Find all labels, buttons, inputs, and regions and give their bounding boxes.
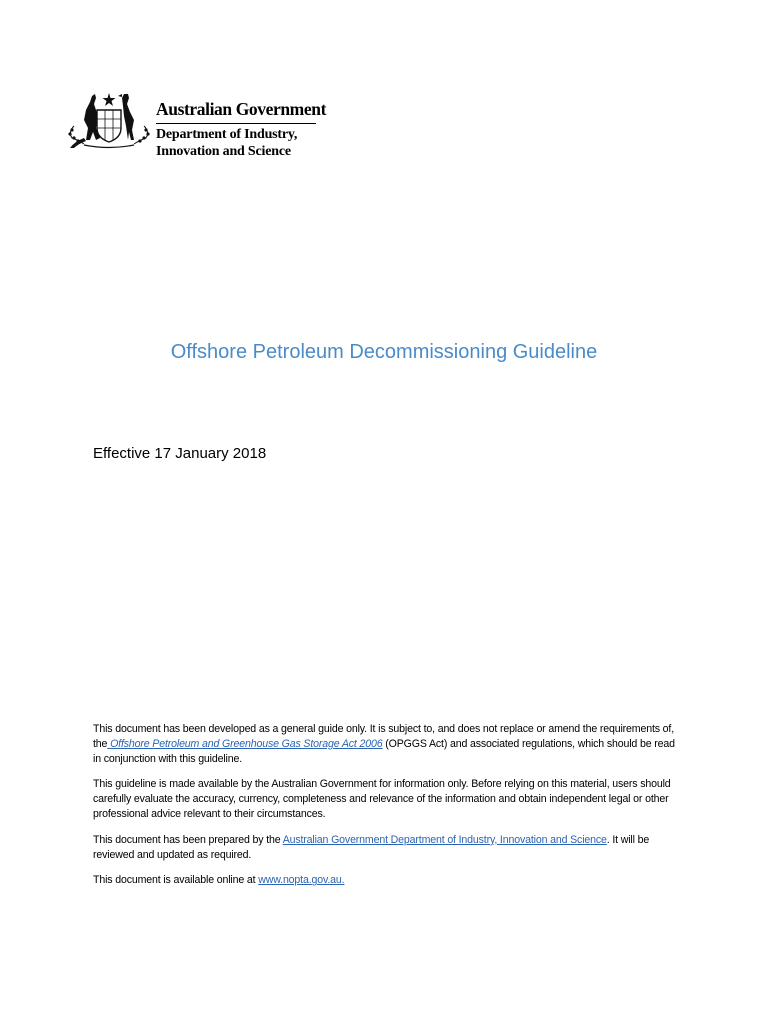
disclaimer-text: (OPGGS Act) and associated regulations, which should be read in conjunction with this guideline. <box>93 737 675 765</box>
department-line-1: Department of Industry, <box>156 127 298 142</box>
coat-of-arms-icon <box>66 88 152 150</box>
department-link[interactable]: Australian Government Department of Industry, Innovation and Science <box>282 833 607 846</box>
department-name <box>156 127 297 160</box>
disclaimer-section <box>93 722 683 899</box>
disclaimer-paragraph-1 <box>93 722 683 766</box>
disclaimer-text: This document has been prepared by the <box>93 833 283 846</box>
disclaimer-paragraph-4 <box>93 873 683 888</box>
nopta-website-link[interactable]: www.nopta.gov.au. <box>258 874 345 887</box>
document-title: Offshore Petroleum Decommissioning Guideline <box>170 341 598 363</box>
opggs-act-link[interactable]: Offshore Petroleum and Greenhouse Gas Storage Act 2006 <box>107 737 383 750</box>
disclaimer-text: This document has been developed as a general guide only. It is subject to, and does not replace or amend the requirements of, the <box>93 723 675 750</box>
disclaimer-text: . It will be reviewed and updated as required. <box>93 833 650 861</box>
government-logo <box>66 88 326 164</box>
department-line-2: Innovation and Science <box>156 143 291 159</box>
disclaimer-text: This document is available online at <box>93 874 259 887</box>
logo-divider <box>156 123 316 124</box>
effective-date: Effective 17 January 2018 <box>93 445 267 462</box>
disclaimer-paragraph-3 <box>93 833 683 863</box>
disclaimer-paragraph-2: This guideline is made available by the Australian Government for information only. Before relying on this material, users should carefully evaluate the accuracy, currency, completeness and relevance of the information and obtain independent legal or other professional advice relevant to their circumstances. <box>93 778 671 820</box>
government-name: Australian Government <box>156 99 326 119</box>
